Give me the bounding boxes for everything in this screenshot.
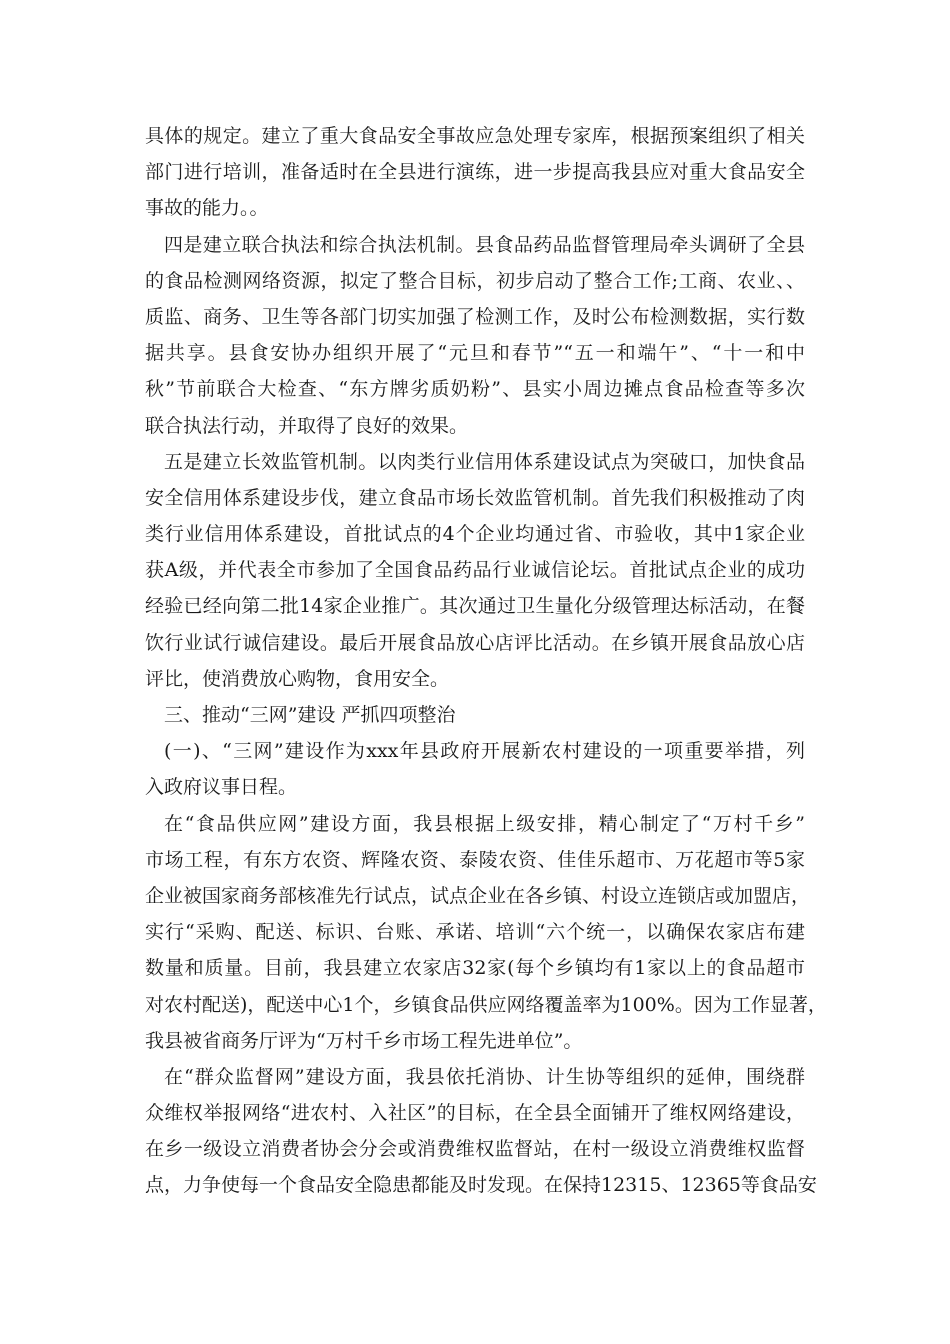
paragraph-3-line-4: 获A级，并代表全市参加了全国食品药品行业诚信论坛。首批试点企业的成功 [145, 559, 805, 582]
paragraph-6-line-7: 我县被省商务厅评为“万村千乡市场工程先进单位”。 [145, 1029, 583, 1052]
paragraph-6-line-2: 市场工程，有东方农资、辉隆农资、泰陵农资、佳佳乐超市、万花超市等5家 [145, 848, 805, 871]
paragraph-6-line-4: 实行“采购、配送、标识、台账、承诺、培训“六个统一，以确保农家店布建 [145, 921, 805, 944]
paragraph-2-line-3: 质监、商务、卫生等各部门切实加强了检测工作，及时公布检测数据，实行数 [145, 305, 805, 328]
paragraph-3-line-2: 安全信用体系建设步伐，建立食品市场长效监管机制。首先我们积极推动了肉 [145, 486, 805, 509]
paragraph-4-line-1: 三、推动“三网”建设 严抓四项整治 [164, 704, 456, 726]
paragraph-6-line-1: 在“食品供应网”建设方面，我县根据上级安排，精心制定了“万村千乡” [164, 812, 805, 835]
paragraph-2-line-2: 的食品检测网络资源，拟定了整合目标，初步启动了整合工作;工商、农业、、 [145, 269, 805, 292]
paragraph-2-line-1: 四是建立联合执法和综合执法机制。县食品药品监督管理局牵头调研了全县 [164, 233, 805, 256]
paragraph-3-line-1: 五是建立长效监管机制。以肉类行业信用体系建设试点为突破口，加快食品 [164, 450, 805, 473]
paragraph-6-line-3: 企业被国家商务部核准先行试点，试点企业在各乡镇、村设立连锁店或加盟店， [145, 884, 811, 907]
document-body [145, 118, 827, 1204]
paragraph-3-line-5: 经验已经向第二批14家企业推广。其次通过卫生量化分级管理达标活动，在餐 [145, 595, 805, 618]
paragraph-3-line-7: 评比，使消费放心购物，食用安全。 [145, 667, 450, 690]
paragraph-6-line-5: 数量和质量。目前，我县建立农家店32家(每个乡镇均有1家以上的食品超市 [145, 957, 805, 980]
paragraph-2-line-5: 秋”节前联合大检查、“东方牌劣质奶粉”、县实小周边摊点食品检查等多次 [145, 378, 805, 401]
paragraph-1-line-3: 事故的能力。。 [145, 197, 269, 220]
paragraph-5-line-1: (一)、“三网”建设作为xxx年县政府开展新农村建设的一项重要举措，列 [164, 740, 805, 763]
paragraph-6-line-6: 对农村配送)，配送中心1个，乡镇食品供应网络覆盖率为100%。因为工作显著， [145, 993, 827, 1016]
paragraph-3-line-6: 饮行业试行诚信建设。最后开展食品放心店评比活动。在乡镇开展食品放心店 [145, 631, 805, 654]
paragraph-7-line-4: 点，力争使每一个食品安全隐患都能及时发现。在保持12315、12365等食品安 [145, 1174, 817, 1197]
paragraph-7-line-2: 众维权举报网络“进农村、入社区”的目标，在全县全面铺开了维权网络建设， [145, 1102, 805, 1125]
paragraph-1-line-1: 具体的规定。建立了重大食品安全事故应急处理专家库，根据预案组织了相关 [145, 125, 805, 147]
paragraph-5-line-2: 入政府议事日程。 [145, 776, 298, 799]
paragraph-1-line-2: 部门进行培训，准备适时在全县进行演练，进一步提高我县应对重大食品安全 [145, 161, 805, 184]
paragraph-3-line-3: 类行业信用体系建设，首批试点的4个企业均通过省、市验收，其中1家企业 [145, 523, 805, 546]
paragraph-2-line-6: 联合执法行动，并取得了良好的效果。 [145, 414, 469, 437]
paragraph-7-line-3: 在乡一级设立消费者协会分会或消费维权监督站，在村一级设立消费维权监督 [145, 1138, 805, 1161]
paragraph-7-line-1: 在“群众监督网”建设方面，我县依托消协、计生协等组织的延伸，围绕群 [164, 1065, 805, 1088]
paragraph-2-line-4: 据共享。县食安协办组织开展了“元旦和春节”“五一和端午”、“十一和中 [145, 342, 805, 365]
